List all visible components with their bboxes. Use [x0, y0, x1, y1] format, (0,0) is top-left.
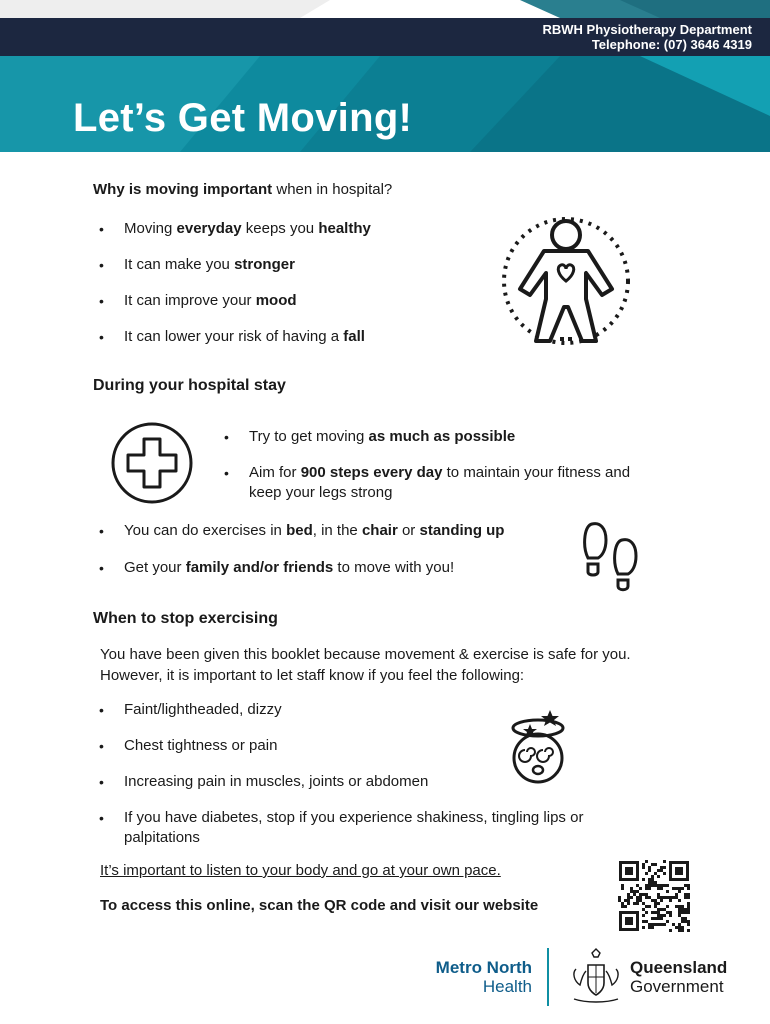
person-heart-icon [498, 215, 634, 347]
why-list [95, 219, 455, 347]
stay-list-a [220, 427, 660, 503]
metro-north-logo [430, 958, 532, 996]
why-question: Why is moving important when in hospital? [93, 181, 393, 198]
list-item: • Chest tightness or pain [95, 736, 655, 756]
department-name: RBWH Physiotherapy Department [542, 22, 752, 37]
list-item: • Try to get moving as much as possible [220, 427, 660, 447]
stay-list-b [95, 521, 575, 578]
page-title: Let’s Get Moving! [73, 96, 413, 140]
department-bar [0, 18, 770, 56]
list-item: • It can lower your risk of having a fall [95, 327, 455, 347]
pace-note: It’s important to listen to your body and go at your own pace. [100, 862, 501, 879]
queensland-line2: Government [630, 977, 724, 996]
list-item: • Increasing pain in muscles, joints or abdomen [95, 772, 655, 792]
list-item: • Get your family and/or friends to move with you! [95, 558, 575, 578]
stop-paragraph: You have been given this booklet because movement & exercise is safe for you. However, it is important to let staff know if you feel the following: [100, 646, 631, 684]
list-item: • It can make you stronger [95, 255, 455, 275]
list-item: • If you have diabetes, stop if you experience shakiness, tingling lips or palpitations [95, 808, 655, 848]
qr-code-icon[interactable] [618, 860, 690, 932]
list-item: • Faint/lightheaded, dizzy [95, 700, 655, 720]
footprints-icon [582, 522, 640, 592]
department-telephone: Telephone: (07) 3646 4319 [591, 37, 752, 52]
queensland-government-logo [630, 958, 727, 996]
title-banner [0, 56, 770, 152]
medical-cross-icon [110, 421, 194, 505]
metro-north-line2: Health [482, 977, 532, 996]
stop-list [95, 700, 655, 848]
coat-of-arms-icon [566, 947, 626, 1007]
queensland-line1: Queensland [630, 958, 728, 977]
stay-heading: During your hospital stay [93, 377, 286, 394]
list-item: • You can do exercises in bed, in the chair or standing up [95, 521, 575, 541]
metro-north-line1: Metro North [435, 958, 532, 977]
online-note: To access this online, scan the QR code and visit our website [100, 897, 539, 914]
dizzy-face-icon [508, 708, 568, 784]
list-item: • It can improve your mood [95, 291, 455, 311]
list-item: • Aim for 900 steps every day to maintain your fitness and keep your legs strong [220, 463, 660, 503]
stop-heading: When to stop exercising [93, 610, 278, 627]
logo-divider [547, 948, 549, 1006]
top-pattern-stripe [0, 0, 770, 18]
list-item: • Moving everyday keeps you healthy [95, 219, 455, 239]
